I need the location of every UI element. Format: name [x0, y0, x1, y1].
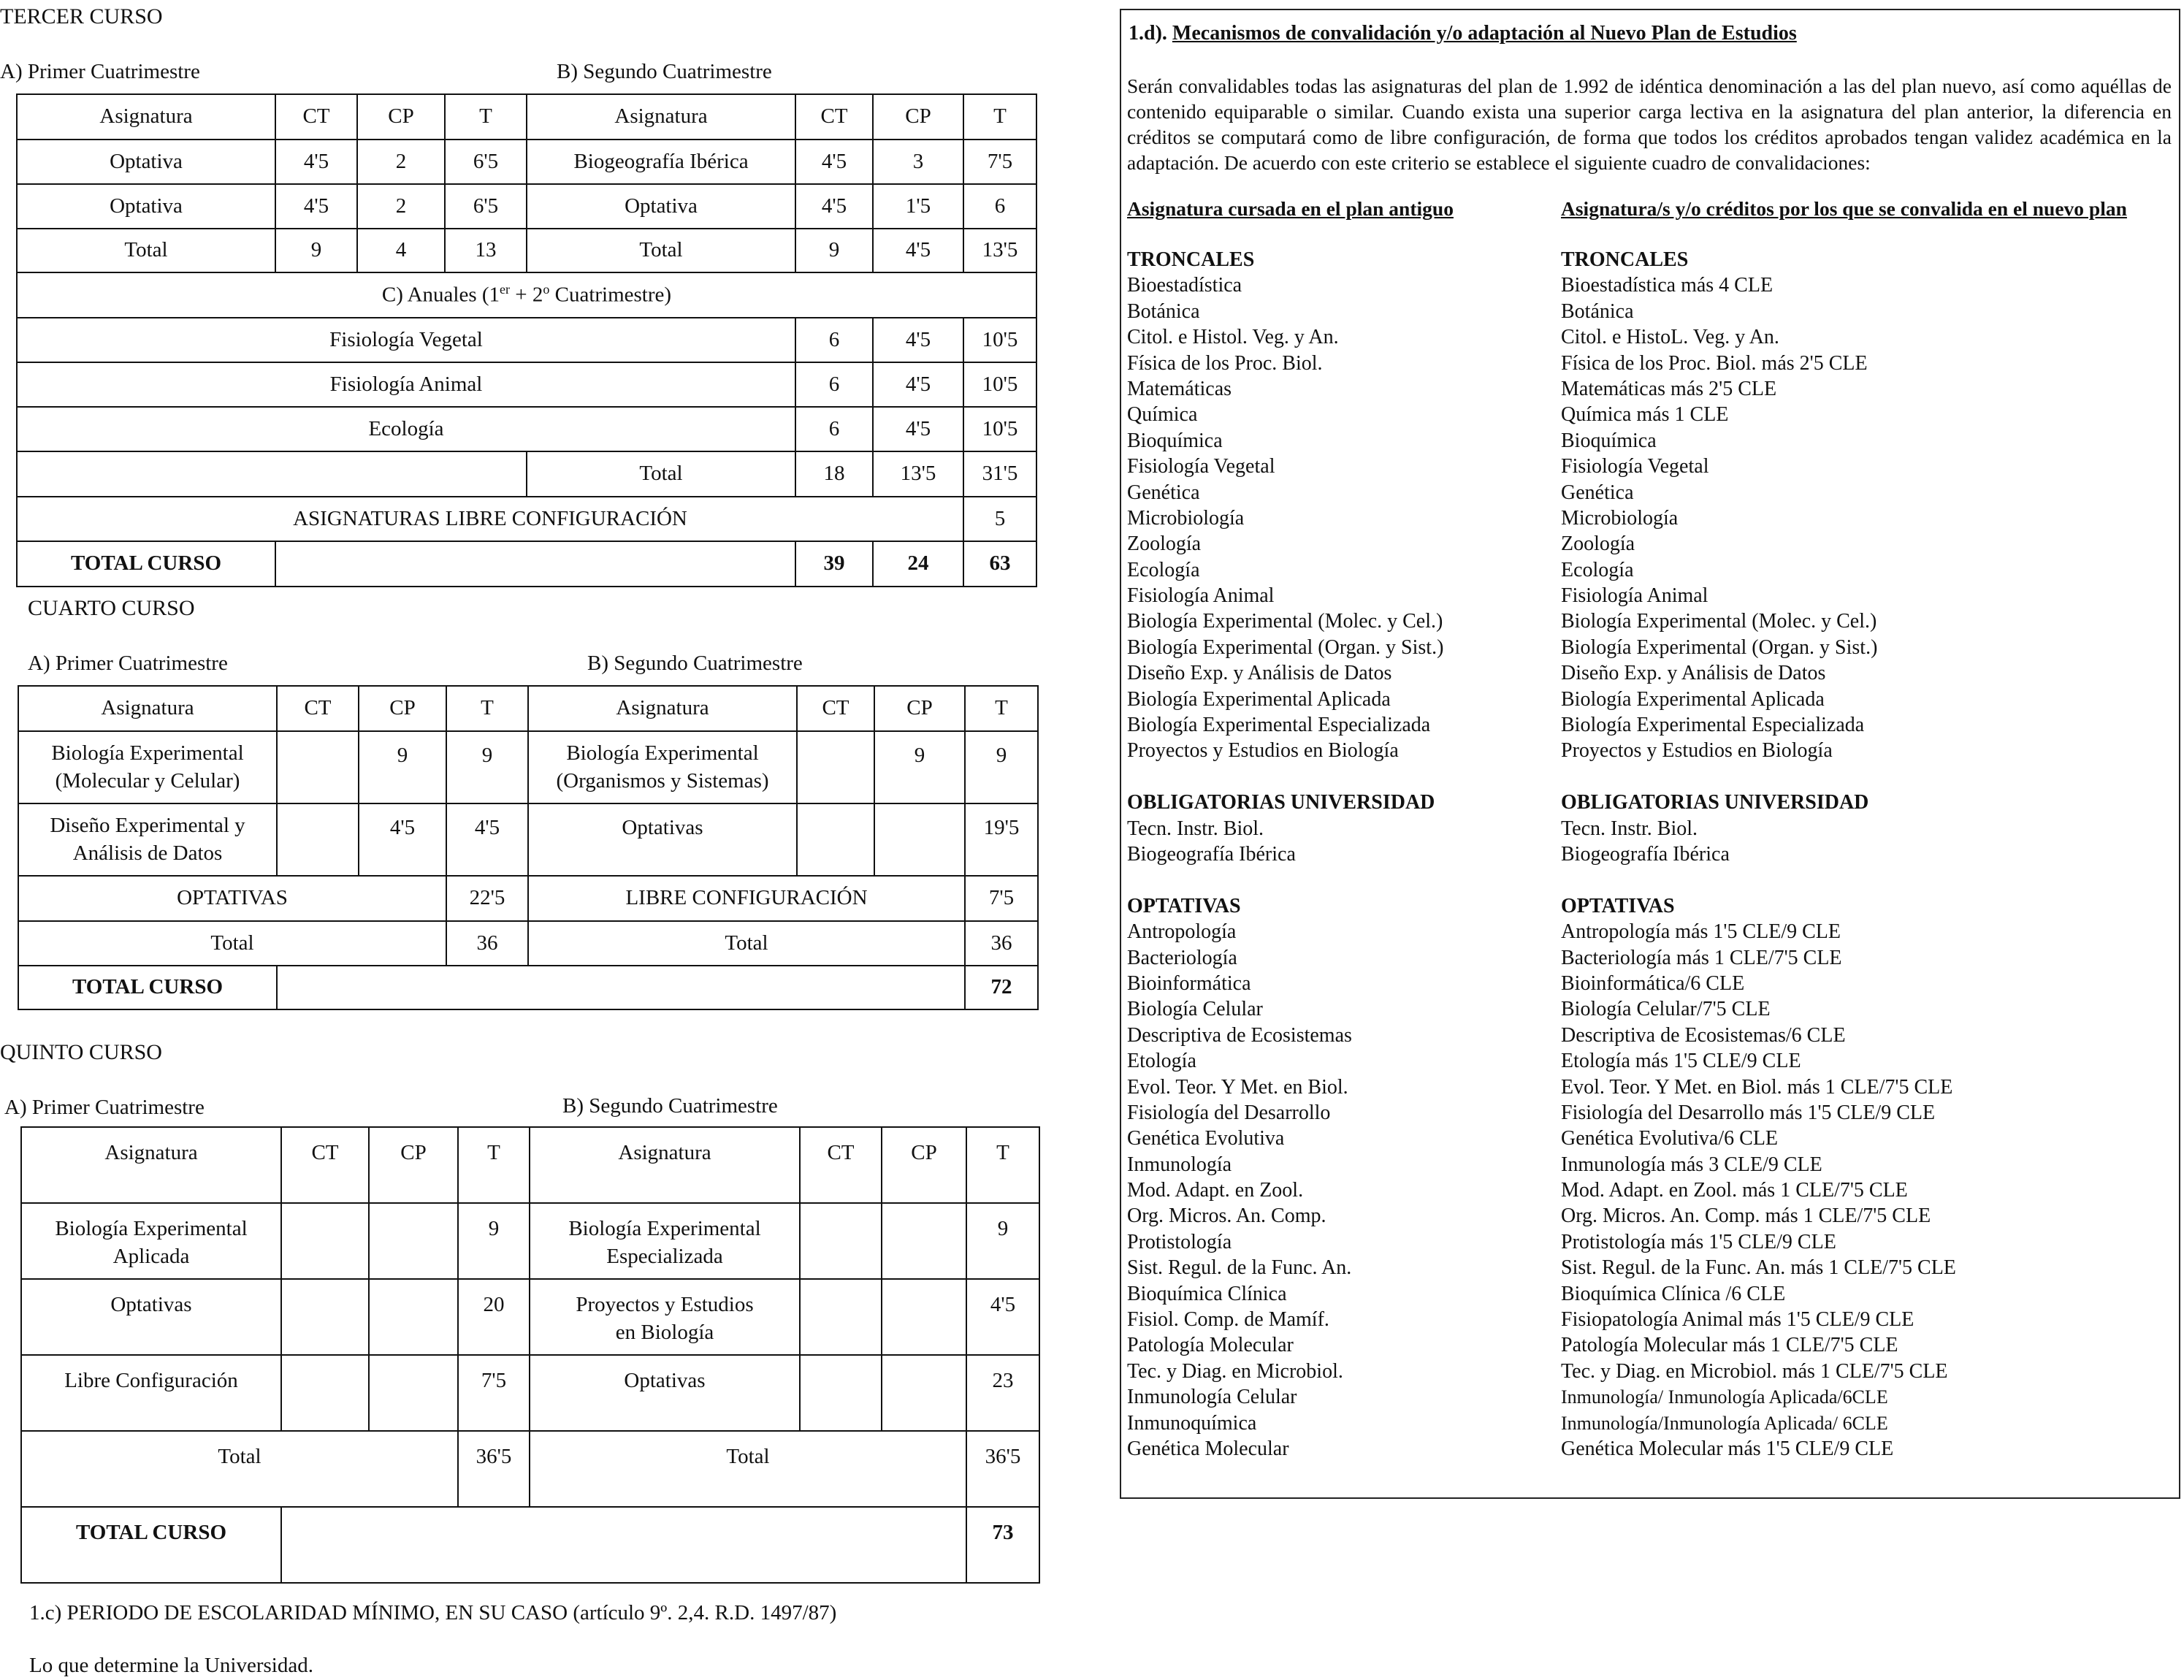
- table-cell: 6: [795, 362, 873, 407]
- empty-cell: [797, 731, 874, 803]
- table-row: [18, 803, 1038, 876]
- list-item: Matemáticas más 2'5 CLE: [1561, 377, 1777, 400]
- header-cell: Asignatura: [21, 1127, 281, 1203]
- table-cell: Optativas: [21, 1279, 281, 1355]
- list-item: Bioquímica Clínica: [1127, 1282, 1287, 1305]
- table-cell: Diseño Experimental y Análisis de Datos: [18, 803, 277, 876]
- header-cell: CP: [357, 94, 445, 140]
- table-cell: 5: [963, 497, 1036, 541]
- table-cell: Biología Experimental (Organismos y Sistemas): [528, 731, 797, 803]
- table-row: [21, 1203, 1039, 1279]
- list-item: Citol. e Histol. Veg. y An.: [1127, 326, 1339, 349]
- header-cell: Asignatura: [530, 1127, 800, 1203]
- table-cell: 36: [446, 921, 528, 966]
- table-cell: 9: [795, 229, 873, 272]
- list-item: Genética: [1127, 481, 1200, 504]
- empty-cell: [882, 1279, 966, 1355]
- header-cell: T: [458, 1127, 530, 1203]
- table-cell: 10'5: [963, 318, 1036, 362]
- header-cell: CP: [359, 686, 446, 731]
- periodo-text: Lo que determine la Universidad.: [29, 1654, 313, 1677]
- section-title: OPTATIVAS: [1561, 894, 1675, 917]
- header-cell: T: [445, 94, 527, 140]
- list-item: Matemáticas: [1127, 377, 1232, 400]
- table-cell: 4: [357, 229, 445, 272]
- list-item: Bioquímica: [1561, 429, 1657, 452]
- list-item: Sist. Regul. de la Func. An. más 1 CLE/7'5 CLE: [1561, 1256, 1956, 1280]
- list-item: Fisiopatología Animal más 1'5 CLE/9 CLE: [1561, 1308, 1914, 1332]
- table-cell: 4'5: [795, 140, 873, 184]
- list-item: Química más 1 CLE: [1561, 403, 1729, 427]
- table-cell: 4'5: [873, 407, 963, 451]
- convalidacion-title: 1.d). Mecanismos de convalidación y/o adaptación al Nuevo Plan de Estudios: [1129, 22, 1797, 45]
- list-item: Bacteriología: [1127, 946, 1237, 969]
- list-item: Inmunología más 3 CLE/9 CLE: [1561, 1153, 1822, 1176]
- list-item: Genética Evolutiva: [1127, 1127, 1285, 1150]
- table-row: [17, 362, 1036, 407]
- table-cell: Biogeografía Ibérica: [527, 140, 795, 184]
- empty-cell: [17, 451, 527, 497]
- table-cell: Optativa: [17, 184, 275, 229]
- table-cell: 1'5: [873, 184, 963, 229]
- table-cell: 23: [966, 1355, 1039, 1431]
- header-cell: CT: [797, 686, 874, 731]
- list-item: Microbiología: [1127, 506, 1245, 530]
- list-item: Zoología: [1561, 532, 1635, 556]
- list-item: Botánica: [1127, 299, 1200, 323]
- list-item: Física de los Proc. Biol. más 2'5 CLE: [1561, 351, 1868, 375]
- list-item: Bioestadística: [1127, 274, 1242, 297]
- table-cell: 6'5: [445, 184, 527, 229]
- empty-cell: [281, 1279, 369, 1355]
- table-cell: Fisiología Animal: [17, 362, 795, 407]
- quinto-curso-table: [20, 1126, 1040, 1584]
- list-item: Org. Micros. An. Comp. más 1 CLE/7'5 CLE: [1561, 1204, 1931, 1228]
- table-row: [18, 731, 1038, 803]
- tercer-curso-table: [16, 93, 1037, 587]
- table-row: [17, 184, 1036, 229]
- table-cell: 36'5: [966, 1431, 1039, 1507]
- list-item: Fisiología Vegetal: [1561, 455, 1709, 478]
- tercer-sem-b-label: B) Segundo Cuatrimestre: [557, 60, 772, 83]
- list-item: Bioquímica: [1127, 429, 1223, 452]
- header-cell: T: [446, 686, 528, 731]
- total-curso-row: [17, 541, 1036, 587]
- table-cell: 9: [359, 731, 446, 803]
- table-cell: Total: [527, 229, 795, 272]
- table-cell: Biología Experimental Especializada: [530, 1203, 800, 1279]
- header-cell: Asignatura: [17, 94, 275, 140]
- total-curso-label: TOTAL CURSO: [18, 966, 277, 1009]
- list-item: Inmunología Celular: [1127, 1386, 1297, 1409]
- table-cell: 7'5: [963, 140, 1036, 184]
- list-item: Tecn. Instr. Biol.: [1127, 817, 1264, 840]
- table-cell: 36'5: [458, 1431, 530, 1507]
- list-item: Biología Celular/7'5 CLE: [1561, 998, 1771, 1021]
- empty-cell: [800, 1355, 882, 1431]
- list-item: Org. Micros. An. Comp.: [1127, 1204, 1326, 1228]
- table-cell: 6: [963, 184, 1036, 229]
- table-row: [18, 921, 1038, 966]
- table-cell: Total: [527, 451, 795, 497]
- table-cell: 9: [446, 731, 528, 803]
- table-cell: 10'5: [963, 407, 1036, 451]
- cuarto-sem-a-label: A) Primer Cuatrimestre: [28, 652, 228, 675]
- header-cell: T: [965, 686, 1038, 731]
- quinto-curso-title: QUINTO CURSO: [0, 1040, 162, 1064]
- table-header-row: [18, 686, 1038, 731]
- table-cell: 22'5: [446, 876, 528, 921]
- table-cell: 3: [873, 140, 963, 184]
- libre-configuracion-label: ASIGNATURAS LIBRE CONFIGURACIÓN: [17, 497, 963, 541]
- empty-cell: [281, 1203, 369, 1279]
- list-item: Química: [1127, 403, 1198, 427]
- tercer-curso-title: TERCER CURSO: [0, 4, 163, 28]
- table-cell: Proyectos y Estudios en Biología: [530, 1279, 800, 1355]
- header-cell: CP: [873, 94, 963, 140]
- list-item: Etología más 1'5 CLE/9 CLE: [1561, 1050, 1801, 1073]
- table-cell: 4'5: [966, 1279, 1039, 1355]
- list-item: Evol. Teor. Y Met. en Biol. más 1 CLE/7'5 CLE: [1561, 1075, 1953, 1099]
- list-item: Patología Molecular: [1127, 1334, 1294, 1357]
- list-item: Protistología: [1127, 1230, 1232, 1253]
- table-cell: 9: [966, 1203, 1039, 1279]
- empty-cell: [281, 1507, 966, 1583]
- table-cell: 36: [965, 921, 1038, 966]
- table-row: [17, 407, 1036, 451]
- table-cell: 4'5: [873, 362, 963, 407]
- section-title: TRONCALES: [1561, 248, 1689, 271]
- list-item: Fisiología Vegetal: [1127, 455, 1275, 478]
- list-item: Biología Experimental (Molec. y Cel.): [1561, 610, 1877, 633]
- table-row: [17, 140, 1036, 184]
- empty-cell: [369, 1203, 458, 1279]
- list-item: Bioinformática: [1127, 971, 1251, 995]
- list-item: Protistología más 1'5 CLE/9 CLE: [1561, 1230, 1836, 1253]
- header-cell: CT: [275, 94, 357, 140]
- list-item: Biología Experimental Aplicada: [1127, 687, 1391, 711]
- list-item: Botánica: [1561, 299, 1634, 323]
- list-item: Biogeografía Ibérica: [1127, 842, 1296, 866]
- list-item: Etología: [1127, 1050, 1196, 1073]
- table-cell: 4'5: [873, 229, 963, 272]
- table-cell: 9: [874, 731, 965, 803]
- header-cell: Asignatura: [18, 686, 277, 731]
- table-cell: 4'5: [275, 140, 357, 184]
- table-cell: 4'5: [275, 184, 357, 229]
- list-item: Ecología: [1561, 558, 1634, 581]
- table-cell: Optativas: [528, 803, 797, 876]
- list-item: Inmunología/Inmunología Aplicada/ 6CLE: [1561, 1412, 1888, 1434]
- table-cell: 4'5: [359, 803, 446, 876]
- total-curso-label: TOTAL CURSO: [21, 1507, 281, 1583]
- list-item: Biología Experimental Aplicada: [1561, 687, 1825, 711]
- table-cell: 24: [873, 541, 963, 587]
- table-cell: 72: [965, 966, 1038, 1009]
- table-cell: 2: [357, 184, 445, 229]
- table-cell: 31'5: [963, 451, 1036, 497]
- header-cell: Asignatura: [527, 94, 795, 140]
- total-curso-row: [21, 1507, 1039, 1583]
- quinto-sem-b-label: B) Segundo Cuatrimestre: [562, 1094, 778, 1118]
- list-item: Biología Experimental (Organ. y Sist.): [1127, 635, 1444, 659]
- list-item: Biología Experimental Especializada: [1127, 714, 1431, 737]
- list-item: Microbiología: [1561, 506, 1679, 530]
- table-cell: Fisiología Vegetal: [17, 318, 795, 362]
- list-item: Genética Molecular: [1127, 1437, 1289, 1460]
- list-item: Evol. Teor. Y Met. en Biol.: [1127, 1075, 1348, 1099]
- cuarto-curso-table: [18, 685, 1039, 1010]
- list-item: Biología Experimental (Molec. y Cel.): [1127, 610, 1443, 633]
- table-header-row: [21, 1127, 1039, 1203]
- table-row: [21, 1279, 1039, 1355]
- list-item: Física de los Proc. Biol.: [1127, 351, 1323, 375]
- list-item: Mod. Adapt. en Zool. más 1 CLE/7'5 CLE: [1561, 1179, 1908, 1202]
- list-item: Biología Celular: [1127, 998, 1263, 1021]
- table-row: [21, 1355, 1039, 1431]
- convalidacion-intro: Serán convalidables todas las asignaturas del plan de 1.992 de idéntica denominación a las del plan nuevo, así como aquéllas de contenido equiparable o similar. Cuando exista una superior carga lectiva en la asignatura del plan anterior, la diferencia en créditos se computará como de libre configuración, de forma que todos los créditos aprobados tengan validez académica en la adaptación. De acuerdo con este criterio se establece el siguiente cuadro de convalidaciones:: [1127, 75, 2172, 174]
- table-cell: Optativa: [527, 184, 795, 229]
- empty-cell: [874, 803, 965, 876]
- table-cell: Total: [21, 1431, 458, 1507]
- list-item: Tec. y Diag. en Microbiol. más 1 CLE/7'5 CLE: [1561, 1359, 1948, 1383]
- table-cell: 9: [458, 1203, 530, 1279]
- total-curso-row: [18, 966, 1038, 1009]
- periodo-title: 1.c) PERIODO DE ESCOLARIDAD MÍNIMO, EN SU CASO (artículo 9º. 2,4. R.D. 1497/87): [29, 1601, 837, 1624]
- table-cell: Biología Experimental Aplicada: [21, 1203, 281, 1279]
- table-cell: 7'5: [965, 876, 1038, 921]
- list-item: Genética Molecular más 1'5 CLE/9 CLE: [1561, 1437, 1894, 1460]
- empty-cell: [882, 1355, 966, 1431]
- header-cell: CT: [281, 1127, 369, 1203]
- table-cell: 19'5: [965, 803, 1038, 876]
- empty-cell: [275, 541, 795, 587]
- list-item: Inmunología: [1127, 1153, 1232, 1176]
- list-item: Tecn. Instr. Biol.: [1561, 817, 1698, 840]
- new-plan-column: [1561, 247, 1956, 1462]
- header-cell: CT: [277, 686, 359, 731]
- table-cell: Total: [17, 229, 275, 272]
- list-item: Ecología: [1127, 558, 1200, 581]
- list-item: Zoología: [1127, 532, 1202, 556]
- empty-cell: [800, 1279, 882, 1355]
- list-item: Tec. y Diag. en Microbiol.: [1127, 1359, 1343, 1383]
- empty-cell: [800, 1203, 882, 1279]
- list-item: Antropología más 1'5 CLE/9 CLE: [1561, 920, 1841, 944]
- empty-cell: [281, 1355, 369, 1431]
- anuales-title: C) Anuales ($1er + 2^o$ Cuatrimestre): [17, 272, 1036, 318]
- table-row: [17, 318, 1036, 362]
- old-plan-column: [1127, 247, 1443, 1462]
- table-header-row: [17, 94, 1036, 140]
- list-item: Genética: [1561, 481, 1634, 504]
- list-item: Fisiol. Comp. de Mamíf.: [1127, 1308, 1329, 1332]
- table-cell: 13: [445, 229, 527, 272]
- table-cell: Optativas: [530, 1355, 800, 1431]
- empty-cell: [277, 966, 965, 1009]
- total-curso-label: TOTAL CURSO: [17, 541, 275, 587]
- list-item: Mod. Adapt. en Zool.: [1127, 1179, 1304, 1202]
- list-item: Genética Evolutiva/6 CLE: [1561, 1127, 1779, 1150]
- table-cell: 4'5: [873, 318, 963, 362]
- list-item: Proyectos y Estudios en Biología: [1561, 739, 1833, 763]
- list-item: Diseño Exp. y Análisis de Datos: [1127, 662, 1392, 685]
- table-cell: 9: [275, 229, 357, 272]
- header-cell: Asignatura: [528, 686, 797, 731]
- table-cell: Total: [18, 921, 446, 966]
- table-cell: 63: [963, 541, 1036, 587]
- list-item: Proyectos y Estudios en Biología: [1127, 739, 1399, 763]
- section-title: OBLIGATORIAS UNIVERSIDAD: [1127, 791, 1435, 814]
- table-row: [17, 497, 1036, 541]
- convalidacion-panel: [1120, 9, 2180, 1499]
- table-row: [21, 1431, 1039, 1507]
- table-row: [17, 451, 1036, 497]
- header-cell: CP: [369, 1127, 458, 1203]
- cuarto-sem-b-label: B) Segundo Cuatrimestre: [587, 652, 803, 675]
- table-cell: Ecología: [17, 407, 795, 451]
- table-cell: 6'5: [445, 140, 527, 184]
- empty-cell: [369, 1279, 458, 1355]
- section-title: OBLIGATORIAS UNIVERSIDAD: [1561, 791, 1869, 814]
- table-cell: Libre Configuración: [21, 1355, 281, 1431]
- table-cell: Optativa: [17, 140, 275, 184]
- list-item: Fisiología Animal: [1127, 584, 1275, 608]
- table-cell: 6: [795, 318, 873, 362]
- table-cell: 4'5: [795, 184, 873, 229]
- table-cell: 7'5: [458, 1355, 530, 1431]
- anuales-title-row: [17, 272, 1036, 318]
- table-cell: OPTATIVAS: [18, 876, 446, 921]
- list-item: Citol. e HistoL. Veg. y An.: [1561, 326, 1779, 349]
- table-row: [18, 876, 1038, 921]
- list-item: Biología Experimental Especializada: [1561, 714, 1865, 737]
- section-title: OPTATIVAS: [1127, 894, 1241, 917]
- empty-cell: [797, 803, 874, 876]
- tercer-sem-a-label: A) Primer Cuatrimestre: [0, 60, 200, 83]
- list-item: Fisiología del Desarrollo: [1127, 1101, 1331, 1124]
- list-item: Bioestadística más 4 CLE: [1561, 274, 1773, 297]
- list-item: Descriptiva de Ecosistemas/6 CLE: [1561, 1023, 1846, 1047]
- header-cell: CT: [795, 94, 873, 140]
- list-item: Inmunología/ Inmunología Aplicada/6CLE: [1561, 1386, 1888, 1408]
- table-cell: 6: [795, 407, 873, 451]
- section-title: TRONCALES: [1127, 248, 1255, 271]
- list-item: Biogeografía Ibérica: [1561, 842, 1730, 866]
- table-cell: 13'5: [873, 451, 963, 497]
- header-cell: T: [966, 1127, 1039, 1203]
- cuarto-curso-title: CUARTO CURSO: [28, 596, 195, 620]
- table-cell: 9: [965, 731, 1038, 803]
- table-cell: 39: [795, 541, 873, 587]
- empty-cell: [882, 1203, 966, 1279]
- table-cell: Biología Experimental (Molecular y Celular): [18, 731, 277, 803]
- table-cell: 2: [357, 140, 445, 184]
- table-cell: 18: [795, 451, 873, 497]
- table-cell: 73: [966, 1507, 1039, 1583]
- list-item: Fisiología Animal: [1561, 584, 1708, 608]
- col-new-header: Asignatura/s y/o créditos por los que se convalida en el nuevo plan: [1561, 197, 2127, 220]
- list-item: Diseño Exp. y Análisis de Datos: [1561, 662, 1826, 685]
- table-cell: 20: [458, 1279, 530, 1355]
- table-row: [17, 229, 1036, 272]
- list-item: Sist. Regul. de la Func. An.: [1127, 1256, 1352, 1280]
- list-item: Bioinformática/6 CLE: [1561, 971, 1745, 995]
- empty-cell: [369, 1355, 458, 1431]
- list-item: Bioquímica Clínica /6 CLE: [1561, 1282, 1786, 1305]
- empty-cell: [277, 803, 359, 876]
- header-cell: CP: [874, 686, 965, 731]
- header-cell: CT: [800, 1127, 882, 1203]
- quinto-sem-a-label: A) Primer Cuatrimestre: [4, 1096, 205, 1119]
- list-item: Patología Molecular más 1 CLE/7'5 CLE: [1561, 1334, 1898, 1357]
- list-item: Bacteriología más 1 CLE/7'5 CLE: [1561, 946, 1842, 969]
- table-cell: 4'5: [446, 803, 528, 876]
- list-item: Fisiología del Desarrollo más 1'5 CLE/9 CLE: [1561, 1101, 1936, 1124]
- table-cell: Total: [530, 1431, 966, 1507]
- list-item: Descriptiva de Ecosistemas: [1127, 1023, 1352, 1047]
- table-cell: Total: [528, 921, 965, 966]
- col-old-header: Asignatura cursada en el plan antiguo: [1127, 197, 1454, 220]
- empty-cell: [277, 731, 359, 803]
- table-cell: 10'5: [963, 362, 1036, 407]
- list-item: Inmunoquímica: [1127, 1411, 1257, 1435]
- table-cell: 13'5: [963, 229, 1036, 272]
- table-cell: LIBRE CONFIGURACIÓN: [528, 876, 965, 921]
- list-item: Biología Experimental (Organ. y Sist.): [1561, 635, 1878, 659]
- list-item: Antropología: [1127, 920, 1237, 944]
- header-cell: T: [963, 94, 1036, 140]
- header-cell: CP: [882, 1127, 966, 1203]
